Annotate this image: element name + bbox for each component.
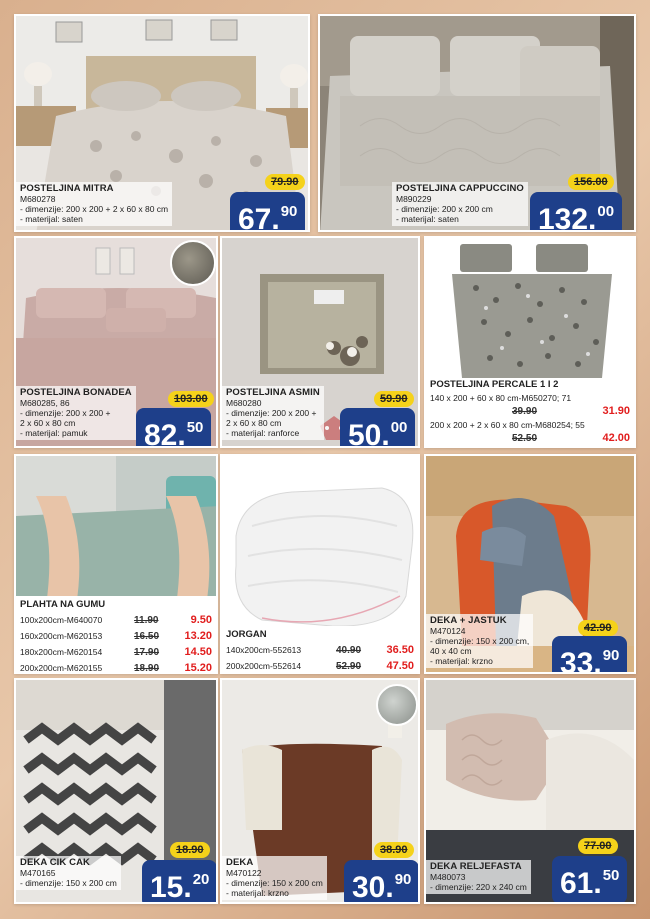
table-row-prices (426, 404, 634, 418)
product-title: JORGAN (226, 628, 267, 640)
product-title: PLAHTA NA GUMU (20, 598, 106, 610)
price-cents: 90 (602, 647, 620, 664)
product-dimensions: - dimenzije: 150 x 200 cm (226, 878, 323, 888)
old-price: 79.90 (265, 174, 305, 190)
table-row (426, 391, 634, 404)
price-main: 132. (538, 203, 597, 232)
product-dimensions: - dimenzije: 150 x 200 cm, (430, 636, 530, 646)
product-dimensions-2: 2 x 60 x 80 cm (20, 418, 76, 428)
variant-new-price: 15.20 (184, 662, 212, 674)
product-card-jorgan[interactable] (220, 454, 420, 674)
price-main: 33. (560, 647, 602, 674)
variants-table (426, 378, 634, 448)
price-main: 67. (238, 203, 280, 232)
old-price: 59.90 (374, 391, 414, 407)
product-dimensions-2: 2 x 60 x 80 cm (226, 418, 282, 428)
variant-size: 100x200cm-M640070 (20, 615, 103, 625)
product-code: M470165 (20, 868, 56, 878)
product-material: - materijal: krzno (226, 888, 289, 898)
fabric-swatch-thumbnail (376, 684, 418, 726)
product-title: DEKA (226, 857, 254, 868)
price-main: 15. (150, 871, 192, 904)
product-title: DEKA + JASTUK (430, 615, 507, 626)
product-info (16, 386, 136, 440)
variant-size: 140x200cm-552613 (226, 645, 302, 655)
product-card-mitra[interactable] (14, 14, 310, 232)
product-info (222, 386, 324, 440)
price-tag (344, 860, 419, 904)
price-tag (136, 408, 211, 448)
variant-old-price: 39.90 (512, 405, 538, 417)
product-info (222, 856, 327, 900)
price-tag (230, 192, 305, 232)
variant-new-price: 31.90 (602, 405, 630, 417)
product-card-cik-cak[interactable] (14, 678, 218, 904)
variant-new-price: 9.50 (190, 614, 212, 626)
price-cents: 00 (390, 419, 408, 436)
variants-table (16, 596, 216, 674)
product-card-asmin[interactable] (220, 236, 420, 448)
price-cents: 90 (394, 871, 412, 888)
old-price: 42.90 (578, 620, 618, 636)
table-row (16, 612, 216, 628)
variant-new-price: 42.00 (602, 432, 630, 444)
variant-old-price: 52.90 (336, 660, 362, 672)
price-main: 82. (144, 419, 186, 448)
product-card-plahta[interactable] (14, 454, 218, 674)
fabric-swatch-thumbnail (170, 240, 216, 286)
table-header (222, 626, 418, 642)
old-price: 77.00 (578, 838, 618, 854)
table-row (426, 418, 634, 431)
variant-size: 200x200cm-552614 (226, 661, 302, 671)
product-card-deka-jastuk[interactable] (424, 454, 636, 674)
product-material: - materijal: ranforce (226, 428, 300, 438)
product-dimensions: - dimenzije: 200 x 200 + (20, 408, 111, 418)
price-main: 30. (352, 871, 394, 904)
product-info (426, 614, 533, 668)
product-title: POSTELJINA ASMIN (226, 387, 320, 398)
product-material: - materijal: pamuk (20, 428, 88, 438)
product-card-bonadea[interactable] (14, 236, 218, 448)
variant-old-price: 11.90 (134, 614, 159, 626)
product-info (16, 856, 121, 890)
variant-size: 180x200cm-M620154 (20, 647, 103, 657)
product-title: POSTELJINA PERCALE 1 I 2 (430, 379, 559, 390)
product-code: M680280 (226, 398, 262, 408)
product-info (392, 182, 528, 226)
old-price: 38.90 (374, 842, 414, 858)
product-info (16, 182, 172, 226)
product-code: M890229 (396, 194, 432, 204)
variant-new-price: 13.20 (184, 630, 212, 642)
product-card-cappuccino[interactable] (318, 14, 636, 232)
product-card-reljefasta[interactable] (424, 678, 636, 904)
product-dimensions: - dimenzije: 220 x 240 cm (430, 882, 527, 892)
variant-new-price: 47.50 (386, 660, 414, 672)
product-material: - materijal: krzno (430, 656, 493, 666)
variant-new-price: 36.50 (386, 644, 414, 656)
variant-size: 200x200cm-M620155 (20, 663, 103, 673)
product-material: - materijal: saten (20, 214, 83, 224)
price-cents: 00 (597, 203, 615, 220)
product-dimensions: - dimenzije: 200 x 200 cm (396, 204, 493, 214)
product-code: M680278 (20, 194, 56, 204)
product-info (426, 860, 531, 894)
table-row (222, 658, 418, 674)
product-dimensions: - dimenzije: 200 x 200 + 2 x 60 x 80 cm (20, 204, 169, 214)
variant-old-price: 40.90 (336, 644, 362, 656)
price-tag (142, 860, 217, 904)
price-main: 61. (560, 867, 602, 900)
price-cents: 90 (280, 203, 298, 220)
product-code: M480073 (430, 872, 466, 882)
variant-new-price: 14.50 (184, 646, 212, 658)
table-row (16, 628, 216, 644)
product-dimensions: - dimenzije: 200 x 200 + (226, 408, 317, 418)
table-row-prices (426, 431, 634, 445)
old-price: 18.90 (170, 842, 210, 858)
product-code: M680285, 86 (20, 398, 70, 408)
table-header (16, 596, 216, 612)
product-title: DEKA CIK CAK (20, 857, 90, 868)
price-tag (552, 856, 627, 904)
product-dimensions: - dimenzije: 150 x 200 cm (20, 878, 117, 888)
product-code: M470122 (226, 868, 262, 878)
variant-size: 200 x 200 + 2 x 60 x 80 cm-M680254; 55 (430, 419, 585, 430)
product-title: DEKA RELJEFASTA (430, 861, 522, 872)
variant-old-price: 16.50 (134, 630, 160, 642)
price-cents: 50 (186, 419, 204, 436)
price-cents: 20 (192, 871, 210, 888)
price-tag (552, 636, 627, 674)
product-code: M470124 (430, 626, 466, 636)
price-tag (530, 192, 622, 232)
variant-size: 160x200cm-M620153 (20, 631, 103, 641)
variant-old-price: 52.50 (512, 432, 538, 444)
product-title: POSTELJINA MITRA (20, 183, 114, 194)
variant-size: 140 x 200 + 60 x 80 cm-M650270; 71 (430, 392, 572, 403)
old-price: 103.00 (168, 391, 214, 407)
price-main: 50. (348, 419, 390, 448)
table-row (16, 644, 216, 660)
product-dimensions-2: 40 x 40 cm (430, 646, 472, 656)
price-cents: 50 (602, 867, 620, 884)
product-title: POSTELJINA BONADEA (20, 387, 132, 398)
table-row (16, 660, 216, 674)
table-header (426, 378, 634, 391)
variants-table (222, 626, 418, 674)
product-card-deka[interactable] (220, 678, 420, 904)
product-card-percale[interactable] (424, 236, 636, 448)
price-tag (340, 408, 415, 448)
variant-old-price: 17.90 (134, 646, 160, 658)
old-price: 156.00 (568, 174, 614, 190)
variant-old-price: 18.90 (134, 662, 160, 674)
table-row (222, 642, 418, 658)
product-title: POSTELJINA CAPPUCCINO (396, 183, 524, 194)
product-material: - materijal: saten (396, 214, 459, 224)
